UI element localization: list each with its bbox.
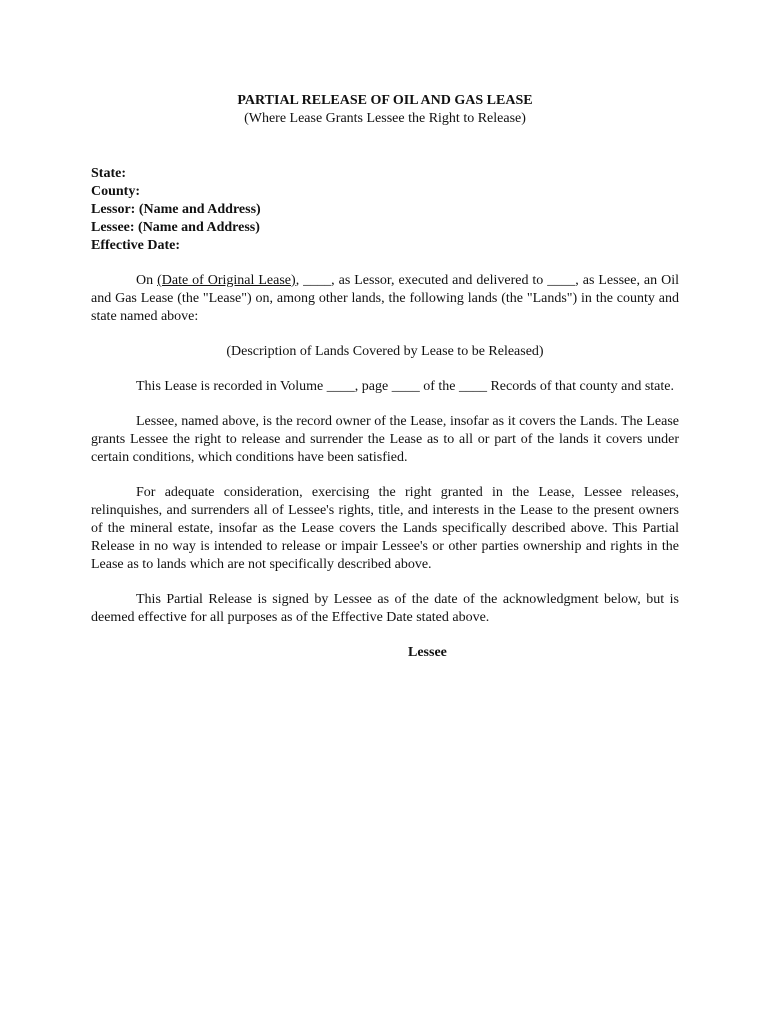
paragraph-effective: This Partial Release is signed by Lessee as of the date of the acknowledgment below, but is deemed effective for all purposes as of the Effective Date stated above. — [91, 592, 679, 625]
document-page — [91, 92, 679, 662]
signature-label-lessee: Lessee — [408, 645, 447, 660]
spacer — [91, 574, 679, 591]
spacer — [91, 361, 679, 378]
date-of-original-lease-placeholder: (Date of Original Lease) — [157, 273, 296, 288]
paragraph-lease-origin — [91, 272, 679, 326]
spacer — [91, 255, 679, 272]
lessor-field-label: Lessor: (Name and Address) — [91, 202, 261, 217]
spacer — [91, 396, 679, 413]
spacer — [91, 467, 679, 484]
paragraph-recording: This Lease is recorded in Volume ____, page ____ of the ____ Records of that county and state. — [136, 379, 674, 394]
effective-date-field-label: Effective Date: — [91, 238, 181, 253]
paragraph-record-owner: Lessee, named above, is the record owner of the Lease, insofar as it covers the Lands. The Lease grants Lessee the right to release and surrender the Lease as to all or part of the lands it covers under certain conditions, which conditions have been satisfied. — [91, 414, 679, 465]
spacer — [91, 326, 679, 343]
paragraph-lead: On — [136, 273, 158, 288]
document-title: PARTIAL RELEASE OF OIL AND GAS LEASE — [237, 93, 533, 108]
county-field-label: County: — [91, 184, 141, 199]
state-field-label: State: — [91, 166, 126, 181]
paragraph-release-terms: For adequate consideration, exercising the right granted in the Lease, Lessee releases, relinquishes, and surrenders all of Lessee's rights, title, and interests in the Lease to the present owners of the mineral estate, insofar as the Lease covers the Lands specifically described above. This Partial Release in no way is intended to release or impair Lessee's or other parties ownership and rights in the Lease as to lands which are not specifically described above. — [91, 485, 679, 572]
lessee-field-label: Lessee: (Name and Address) — [91, 220, 260, 235]
header-fields — [91, 165, 679, 255]
paragraph-rest: , ____, as Lessor, executed and delivered to ____, as Lessee, an Oil and Gas Lease (the "Lease") on, among other lands, the following lands (the "Lands") in the county and state named above: — [91, 273, 679, 324]
lands-description-placeholder: (Description of Lands Covered by Lease to be Released) — [226, 344, 544, 359]
spacer — [91, 627, 679, 644]
document-subtitle: (Where Lease Grants Lessee the Right to Release) — [244, 111, 526, 126]
